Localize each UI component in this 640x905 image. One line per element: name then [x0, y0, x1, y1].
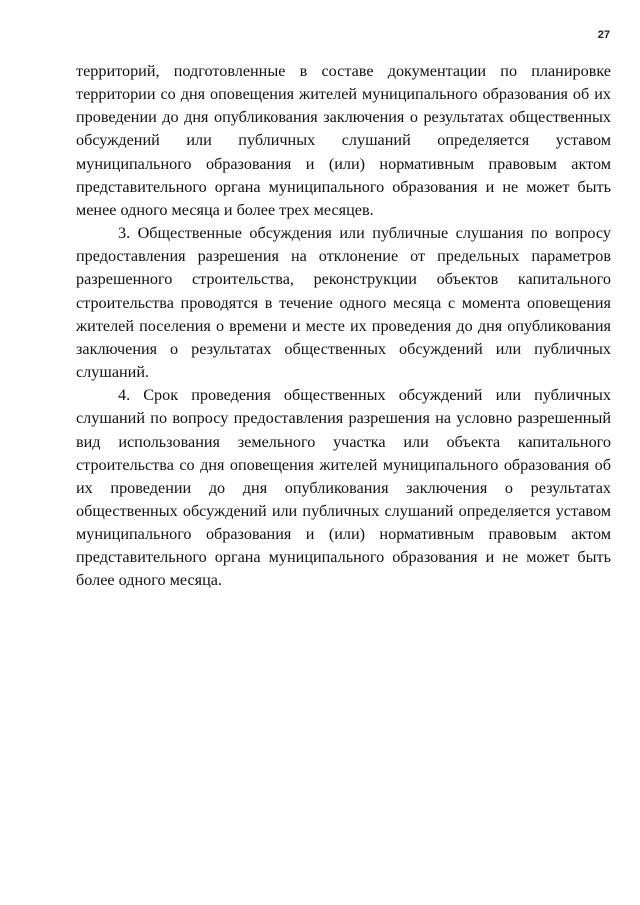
page-number: 27: [597, 29, 610, 41]
document-body: [76, 60, 611, 593]
paragraph-continuation: территорий, подготовленные в составе документации по планировке территории со дня оповещения жителей муниципального образования об их проведении до дня опубликования заключения о результатах общественных обсуждений или публичных слушаний определяется уставом муниципального образования и (или) нормативным правовым актом представительного органа муниципального образования и не может быть менее одного месяца и более трех месяцев.: [76, 62, 611, 219]
paragraph-item-3: 3. Общественные обсуждения или публичные слушания по вопросу предоставления разрешения на отклонение от предельных параметров разрешенного строительства, реконструкции объектов капитального строительства проводятся в течение одного месяца с момента оповещения жителей поселения о времени и месте их проведения до дня опубликования заключения о результатах общественных обсуждений или публичных слушаний.: [76, 224, 611, 382]
paragraph-item-4: 4. Срок проведения общественных обсуждений или публичных слушаний по вопросу предоставления разрешения на условно разрешенный вид использования земельного участка или объекта капитального строительства со дня оповещения жителей муниципального образования об их проведении до дня опубликования заключения о результатах общественных обсуждений или публичных слушаний определяется уставом муниципального образования и (или) нормативным правовым актом представительного органа муниципального образования и не может быть более одного месяца.: [76, 386, 611, 590]
